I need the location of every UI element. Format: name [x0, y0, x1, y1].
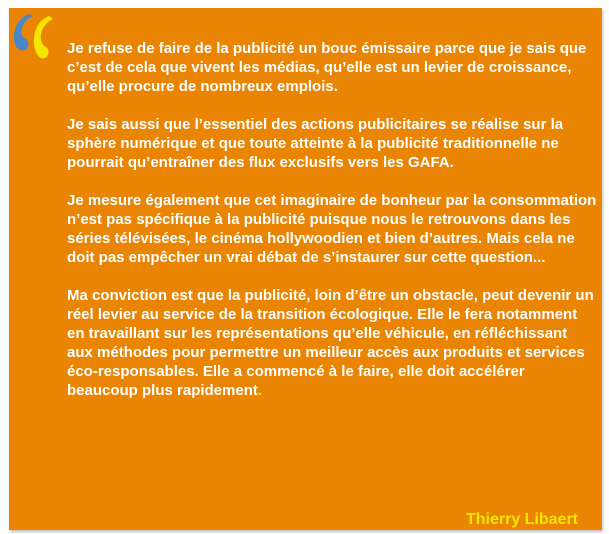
opening-quote-icon: [11, 10, 57, 70]
quote-paragraph-4: [67, 286, 597, 400]
quote-paragraph-4-text: Ma conviction est que la publicité, loin d’être un obstacle, peut devenir un réel levier au service de la transition écologique. Elle le fera notamment en travaillant sur les représentations qu’elle véhicule, en réfléchissant aux méthodes pour permettre un meilleur accès aux produits et services éco-responsables. Elle a commencé à le faire, elle doit accélérer beaucoup plus rapidement: [67, 287, 594, 399]
quote-card: [9, 8, 602, 530]
quote-final-punctuation: .: [257, 382, 263, 399]
quote-paragraph-1: Je refuse de faire de la publicité un bouc émissaire parce que je sais que c’est de cela que vivent les médias, qu’elle est un levier de croissance, qu’elle procure de nombreux emplois.: [67, 40, 587, 95]
quote-paragraph-2: Je sais aussi que l’essentiel des actions publicitaires se réalise sur la sphère numérique et que toute atteinte à la publicité traditionnelle ne pourrait qu’entraîner des flux exclusifs vers les GAFA.: [67, 116, 564, 171]
quote-text: [67, 39, 597, 400]
quote-author: Thierry Libaert: [465, 511, 578, 528]
quote-paragraph-3: Je mesure également que cet imaginaire de bonheur par la consommation n’est pas spécifique à la publicité puisque nous le retrouvons dans les séries télévisées, le cinéma hollywoodien et bien d’autres. Mais cela ne doit pas empêcher un vrai débat de s’instaurer sur cette question...: [67, 192, 597, 266]
